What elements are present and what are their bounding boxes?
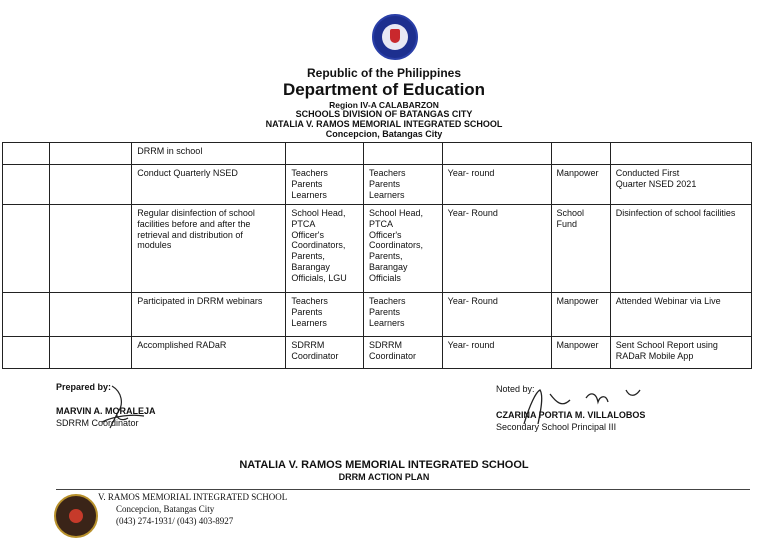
letterhead-telephone: (043) 274-1931/ (043) 403-8927 [116,516,234,526]
table-cell [50,205,132,293]
table-cell [3,337,50,369]
region-heading: Region IV-A CALABARZON [329,100,439,110]
noted-by-name: CZARINA PORTIA M. VILLALOBOS [496,410,646,420]
footer-plan-title: DRRM ACTION PLAN [338,472,430,482]
table-cell: School Fund [551,205,610,293]
table-cell: Sent School Report using RADaR Mobile App [610,337,751,369]
table-cell [3,165,50,205]
table-cell [3,205,50,293]
school-logo [54,494,98,538]
footer-divider [56,489,750,490]
table-cell: Conduct Quarterly NSED [132,165,286,205]
table-row [3,293,752,337]
prepared-by-title: SDRRM Coordinator [56,418,139,428]
letterhead-school: V. RAMOS MEMORIAL INTEGRATED SCHOOL [98,492,288,502]
table-cell: Participated in DRRM webinars [132,293,286,337]
table-cell: Manpower [551,165,610,205]
table-cell [286,143,364,165]
noted-by-label: Noted by: [496,384,535,394]
table-cell: Teachers Parents Learners [286,165,364,205]
table-cell: Manpower [551,337,610,369]
table-cell [610,143,751,165]
table-cell: Year- Round [442,205,551,293]
table-row [3,337,752,369]
location-heading: Concepcion, Batangas City [325,129,443,139]
prepared-by-name: MARVIN A. MORALEJA [56,406,156,416]
table-cell: Teachers Parents Learners [286,293,364,337]
table-cell: Attended Webinar via Live [610,293,751,337]
table-cell [50,143,132,165]
table-cell: DRRM in school [132,143,286,165]
table-cell [442,143,551,165]
table-row [3,165,752,205]
department-heading: Department of Education [282,80,486,99]
table-cell: Regular disinfection of school facilities before and after the retrieval and distribution of modules [132,205,286,293]
table-cell: School Head, PTCA Officer's Coordinators, Parents, Barangay Officials [364,205,443,293]
table-row [3,205,752,293]
deped-seal [372,14,418,60]
table-row [3,143,752,165]
table-cell: Teachers Parents Learners [364,165,443,205]
table-cell: Disinfection of school facilities [610,205,751,293]
table-cell [3,293,50,337]
letterhead-address: Concepcion, Batangas City [116,504,215,514]
table-cell [3,143,50,165]
table-cell: Accomplished RADaR [132,337,286,369]
school-heading: NATALIA V. RAMOS MEMORIAL INTEGRATED SCHOOL [265,119,503,129]
table-cell: Year- round [442,337,551,369]
table-cell: Year- Round [442,293,551,337]
republic-heading: Republic of the Philippines [306,66,461,80]
table-cell: Year- round [442,165,551,205]
table-cell: Manpower [551,293,610,337]
table-cell [551,143,610,165]
table-cell: School Head, PTCA Officer's Coordinators, Parents, Barangay Officials, LGU [286,205,364,293]
table-cell [50,337,132,369]
footer-school-name: NATALIA V. RAMOS MEMORIAL INTEGRATED SCHOOL [239,459,529,471]
noted-by-title: Secondary School Principal III [496,422,617,432]
action-plan-table [2,142,752,369]
table-cell: SDRRM Coordinator [364,337,443,369]
table-cell: Teachers Parents Learners [364,293,443,337]
prepared-by-label: Prepared by: [56,382,112,392]
table-cell [50,293,132,337]
table-cell [50,165,132,205]
table-cell [364,143,443,165]
table-cell: Conducted First Quarter NSED 2021 [610,165,751,205]
division-heading: SCHOOLS DIVISION OF BATANGAS CITY [295,109,473,119]
table-cell: SDRRM Coordinator [286,337,364,369]
